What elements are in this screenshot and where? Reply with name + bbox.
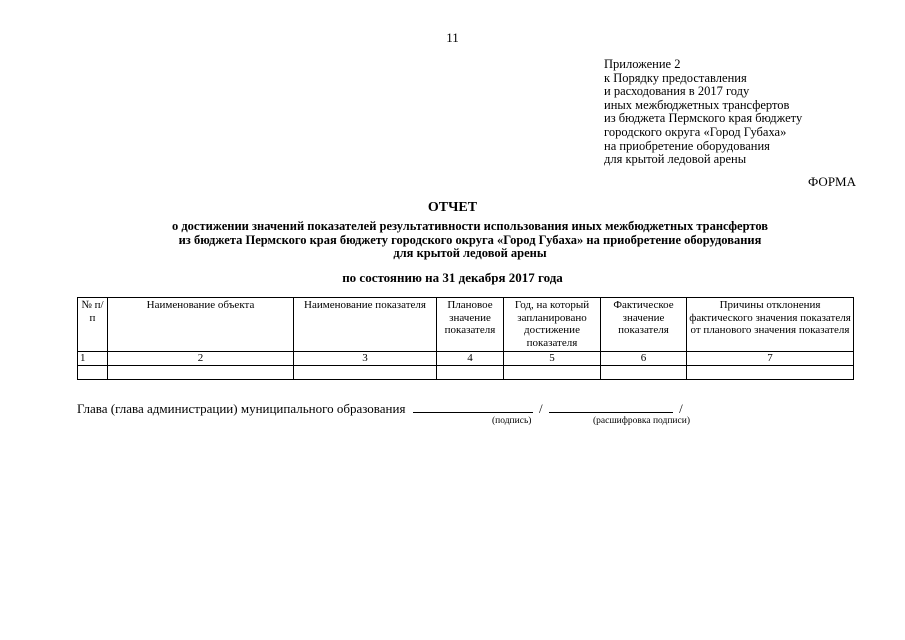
document-title: ОТЧЕТ: [427, 200, 478, 215]
header-cell-actual: Фактическое значение показателя: [601, 298, 687, 352]
appendix-line: к Порядку предоставления: [604, 70, 747, 85]
header-cell-planned: Плановое значение показателя: [437, 298, 504, 352]
signature-label: Глава (глава администрации) муниципального образования: [77, 401, 406, 416]
empty-cell[interactable]: [294, 366, 437, 380]
signature-line: [77, 400, 683, 417]
report-table: [77, 297, 854, 380]
appendix-line: Приложение 2: [604, 57, 681, 71]
table-row-empty: [78, 366, 854, 380]
decryption-blank[interactable]: [549, 400, 673, 413]
empty-cell[interactable]: [687, 366, 854, 380]
empty-cell[interactable]: [108, 366, 294, 380]
column-number-cell: 5: [504, 352, 601, 366]
column-number-cell: 1: [78, 352, 108, 366]
signature-separator: /: [538, 401, 543, 416]
table-header-row: [78, 298, 854, 352]
table-row-column-numbers: [78, 352, 854, 366]
header-cell-reasons: Причины отклонения фактического значения показателя от планового значения показателя: [687, 298, 854, 352]
appendix-line: на приобретение оборудования: [604, 138, 770, 153]
empty-cell[interactable]: [78, 366, 108, 380]
report-date: по состоянию на 31 декабря 2017 года: [342, 270, 563, 285]
subtitle-line: для крытой ледовой арены: [393, 246, 547, 260]
header-cell-indicator: Наименование показателя: [294, 298, 437, 352]
empty-cell[interactable]: [437, 366, 504, 380]
empty-cell[interactable]: [601, 366, 687, 380]
appendix-line: из бюджета Пермского края бюджету: [604, 111, 803, 126]
appendix-line: иных межбюджетных трансфертов: [604, 97, 790, 112]
column-number-cell: 4: [437, 352, 504, 366]
document-subtitle: [90, 220, 850, 261]
form-label: ФОРМА: [808, 174, 856, 189]
subtitle-line: из бюджета Пермского края бюджету городского округа «Город Губаха» на приобретение оборудования: [178, 232, 762, 247]
appendix-block: [604, 58, 894, 167]
column-number-cell: 2: [108, 352, 294, 366]
column-number-cell: 6: [601, 352, 687, 366]
column-number-cell: 3: [294, 352, 437, 366]
page-number: 11: [446, 30, 459, 45]
subtitle-line: о достижении значений показателей результативности использования иных межбюджетных трансфертов: [171, 219, 769, 233]
appendix-line: и расходования в 2017 году: [604, 84, 750, 99]
empty-cell[interactable]: [504, 366, 601, 380]
header-cell-year: Год, на который запланировано достижение показателя: [504, 298, 601, 352]
decryption-hint: (расшифровка подписи): [593, 416, 690, 426]
header-cell-number: № п/п: [78, 298, 108, 352]
signature-hint: (подпись): [492, 416, 532, 426]
header-cell-object: Наименование объекта: [108, 298, 294, 352]
signature-blank[interactable]: [413, 400, 533, 413]
appendix-line: для крытой ледовой арены: [604, 152, 747, 167]
signature-separator-end: /: [679, 401, 683, 416]
column-number-cell: 7: [687, 352, 854, 366]
appendix-line: городского округа «Город Губаха»: [604, 124, 787, 139]
